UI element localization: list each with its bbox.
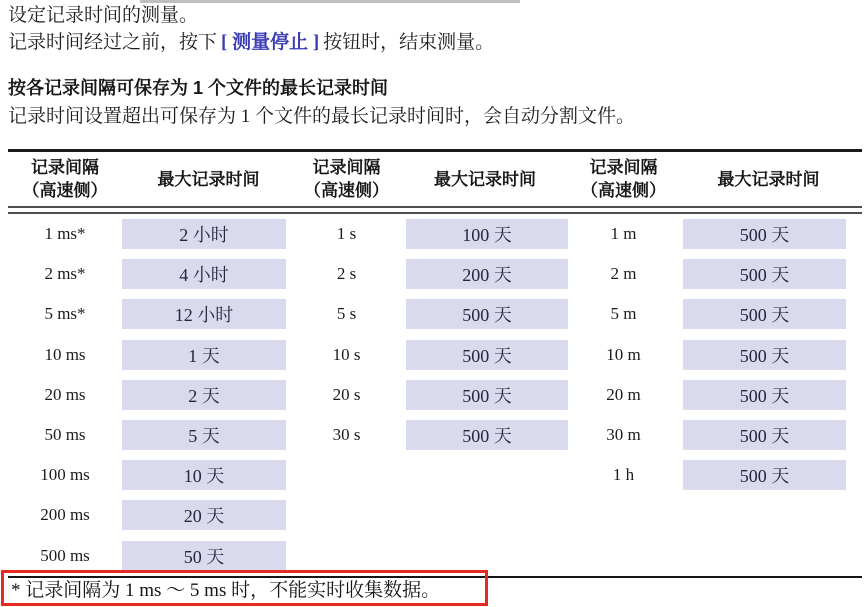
interval-value: 10 s	[332, 344, 361, 364]
max-time-cell-wrap	[675, 460, 862, 490]
max-time-value: 5 天	[122, 420, 286, 450]
max-time-value: 20 天	[122, 500, 286, 530]
col-header-interval-3	[572, 156, 675, 202]
table-row	[8, 375, 862, 415]
header-divider-double-rule	[8, 206, 862, 214]
max-time-value: 100 天	[406, 219, 568, 249]
interval-value: 5 m	[610, 304, 637, 324]
max-time-value: 1 天	[122, 340, 286, 370]
max-time-value: 2 小时	[122, 219, 286, 249]
intro-line-2-before: 记录时间经过之前，按下	[8, 32, 218, 53]
col-header-interval-3-line1: 记录间隔	[589, 158, 658, 177]
table-row	[8, 254, 862, 294]
intro-line-2	[8, 30, 494, 55]
table-body	[8, 214, 862, 576]
max-time-value: 500 天	[683, 340, 846, 370]
max-time-value: 500 天	[406, 299, 568, 329]
max-time-value: 50 天	[122, 541, 286, 571]
max-time-cell-wrap	[122, 299, 295, 329]
table-row	[8, 214, 862, 254]
interval-value: 20 s	[332, 384, 361, 404]
table-row	[8, 415, 862, 455]
max-time-cell-wrap	[122, 500, 295, 530]
max-time-cell-wrap	[398, 380, 572, 410]
max-time-value: 500 天	[406, 420, 568, 450]
table-row	[8, 455, 862, 495]
interval-value: 30 s	[332, 425, 361, 445]
interval-value: 1 s	[336, 224, 357, 244]
col-header-max-1: 最大记录时间	[157, 169, 260, 189]
max-time-value: 500 天	[683, 219, 846, 249]
intro-line-1: 设定记录时间的测量。	[8, 5, 199, 26]
table-row	[8, 335, 862, 375]
max-time-cell-wrap	[675, 259, 862, 289]
col-header-interval-1	[8, 156, 122, 202]
max-time-value: 10 天	[122, 460, 286, 490]
max-time-cell-wrap	[122, 541, 295, 571]
col-header-interval-2-line2: （高速侧）	[304, 181, 389, 200]
max-time-cell-wrap	[398, 299, 572, 329]
max-time-cell-wrap	[122, 340, 295, 370]
max-time-value: 500 天	[683, 460, 846, 490]
max-time-cell-wrap	[675, 420, 862, 450]
max-recording-time-table	[8, 149, 862, 578]
table-row	[8, 495, 862, 535]
interval-value: 500 ms	[40, 545, 90, 565]
max-time-value: 200 天	[406, 259, 568, 289]
interval-value: 5 ms*	[44, 304, 86, 324]
max-time-value: 500 天	[683, 259, 846, 289]
max-time-value: 12 小时	[122, 299, 286, 329]
max-time-cell-wrap	[122, 460, 295, 490]
max-time-cell-wrap	[398, 420, 572, 450]
max-time-cell-wrap	[675, 380, 862, 410]
max-time-cell-wrap	[122, 380, 295, 410]
col-header-max-3: 最大记录时间	[717, 169, 820, 189]
section-heading: 按各记录间隔可保存为 1 个文件的最长记录时间	[8, 78, 389, 98]
interval-value: 30 m	[606, 425, 641, 445]
interval-value: 1 ms*	[44, 224, 86, 244]
max-time-value: 4 小时	[122, 259, 286, 289]
interval-value: 1 h	[612, 465, 635, 485]
max-time-value: 500 天	[683, 420, 846, 450]
max-time-cell-wrap	[122, 420, 295, 450]
interval-value: 50 ms	[44, 425, 86, 445]
interval-value: 1 m	[610, 224, 637, 244]
interval-value: 20 ms	[44, 384, 86, 404]
interval-value: 2 s	[336, 264, 357, 284]
col-header-interval-1-line1: 记录间隔	[31, 158, 99, 177]
section-description: 记录时间设置超出可保存为 1 个文件的最长记录时间时，会自动分割文件。	[8, 106, 636, 127]
interval-value: 2 m	[610, 264, 637, 284]
max-time-value: 500 天	[683, 299, 846, 329]
table-header-row	[8, 152, 862, 206]
max-time-cell-wrap	[398, 219, 572, 249]
interval-value: 10 ms	[44, 344, 86, 364]
max-time-cell-wrap	[398, 340, 572, 370]
measure-stop-button-ref: [ 测量停止 ]	[221, 32, 320, 53]
max-time-value: 500 天	[406, 380, 568, 410]
max-time-cell-wrap	[122, 259, 295, 289]
max-time-value: 500 天	[683, 380, 846, 410]
col-header-max-2: 最大记录时间	[434, 169, 536, 189]
interval-value: 5 s	[336, 304, 357, 324]
max-time-value: 2 天	[122, 380, 286, 410]
col-header-interval-3-line2: （高速侧）	[581, 181, 666, 200]
interval-value: 100 ms	[40, 465, 90, 485]
interval-value: 2 ms*	[44, 264, 86, 284]
footnote-highlight-box	[1, 570, 488, 606]
footnote-text: * 记录间隔为 1 ms ～ 5 ms 时，不能实时收集数据。	[11, 579, 441, 601]
max-time-cell-wrap	[675, 340, 862, 370]
intro-line-2-after: 按钮时，结束测量。	[323, 32, 495, 53]
max-time-cell-wrap	[122, 219, 295, 249]
col-header-interval-2	[295, 156, 398, 202]
max-time-cell-wrap	[398, 259, 572, 289]
interval-value: 200 ms	[40, 505, 90, 525]
max-time-value: 500 天	[406, 340, 568, 370]
table-row	[8, 294, 862, 334]
interval-value: 20 m	[606, 384, 641, 404]
interval-value: 10 m	[606, 344, 641, 364]
max-time-cell-wrap	[675, 299, 862, 329]
col-header-interval-1-line2: （高速侧）	[22, 181, 108, 200]
col-header-interval-2-line1: 记录间隔	[312, 158, 381, 177]
max-time-cell-wrap	[675, 219, 862, 249]
